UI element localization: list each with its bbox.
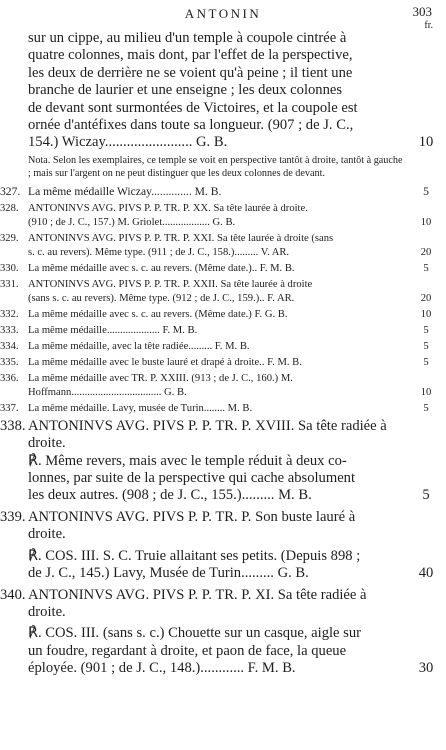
price-value: 30 <box>418 660 434 677</box>
catalogue-entry <box>0 402 446 416</box>
page-number: 303 <box>412 4 432 19</box>
price-value: 40 <box>418 565 434 582</box>
entry-text: La même médaille avec le buste lauré et drapé à droite.. F. M. B. <box>28 356 302 368</box>
entry-line <box>0 216 446 230</box>
text-line: les deux de derrière ne se voient qu'à peine ; il tient une <box>28 64 353 81</box>
entry-number: 333. <box>0 324 19 336</box>
entry-text: ANTONINVS AVG. PIVS P. P. TR. P. XXII. Sa tête laurée à droite <box>28 278 313 290</box>
entry-line <box>0 402 446 416</box>
entry-line <box>0 262 446 276</box>
entry-line <box>0 340 446 354</box>
price-value: 10 <box>420 386 432 398</box>
entry-line <box>0 386 446 400</box>
entry-text: La même médaille Wiczay.............. M. B. <box>28 184 222 198</box>
entry-line <box>0 372 446 386</box>
text-line: de devant sont surmontées de Victoires, et la coupole est <box>28 99 358 116</box>
entry-text: La même médaille, avec la tête radiée......... F. M. B. <box>28 340 250 352</box>
entry-line: 338. ANTONINVS AVG. PIVS P. P. TR. P. XVIII. Sa tête radiée à <box>0 417 387 434</box>
entry-number: 334. <box>0 340 19 352</box>
entry-line <box>0 292 446 306</box>
entry-line: 339. ANTONINVS AVG. PIVS P. P. TR. P. Son buste lauré à <box>0 508 356 525</box>
entry-line: droite. <box>28 603 66 620</box>
page-body <box>0 30 446 678</box>
entry-text: (910 ; de J. C., 157.) M. Griolet.................. G. B. <box>28 216 236 228</box>
catalogue-entry <box>0 184 446 200</box>
price-value: 20 <box>420 292 432 304</box>
catalogue-entry <box>0 262 446 276</box>
entry-number: 331. <box>0 278 19 290</box>
entry-text: La même médaille avec s. c. au revers. (Même date.).. F. M. B. <box>28 262 295 274</box>
entry-line <box>0 202 446 216</box>
reverse-line: lonnes, par suite de la perspective qui cache absolument <box>28 470 356 487</box>
entry-line <box>0 278 446 292</box>
price-value: 10 <box>420 308 432 320</box>
text-line: ornée d'antéfixes dans toute sa longueur. (907 ; de J. C., <box>28 117 354 134</box>
entry-line <box>0 324 446 338</box>
text-line: quatre colonnes, mais dont, par l'effet de la perspective, <box>28 47 353 64</box>
catalogue-entry <box>0 202 446 230</box>
entry-text: La même médaille avec s. c. au revers. (Même date.) F. G. B. <box>28 308 288 320</box>
entry-number: 329. <box>0 232 19 244</box>
entry-line <box>0 356 446 370</box>
reverse-line: ℟. COS. III. (sans s. c.) Chouette sur un casque, aigle sur <box>28 625 362 642</box>
reverse-line: les deux autres. (908 ; de J. C., 155.)......... M. B. 5 <box>0 487 446 504</box>
price-value: 5 <box>423 324 429 336</box>
entry-line <box>0 308 446 322</box>
entry-text: La même médaille avec TR. P. XXIII. (913 ; de J. C., 160.) M. <box>28 372 293 384</box>
entry-text: La même médaille. Lavy, musée de Turin........ M. B. <box>28 402 253 414</box>
entry-line <box>0 246 446 260</box>
entry-number: 337. <box>0 402 19 414</box>
entry-number: 328. <box>0 202 19 214</box>
entry-line: droite. <box>28 435 66 452</box>
entry-text: Hoffmann.................................. G. B. <box>28 386 187 398</box>
entry-line: 340. ANTONINVS AVG. PIVS P. P. TR. P. XI. Sa tête radiée à <box>0 586 367 603</box>
value-unit-label: fr. <box>424 20 433 31</box>
catalogue-entry <box>0 356 446 370</box>
entry-338 <box>0 418 446 505</box>
catalogue-entry <box>0 372 446 400</box>
entry-text: ANTONINVS AVG. PIVS P. P. TR. P. XXI. Sa tête laurée à droite (sans <box>28 232 334 244</box>
reverse-line: ℟. Même revers, mais avec le temple réduit à deux co- <box>28 452 347 469</box>
entry-text: ANTONINVS AVG. PIVS P. P. TR. P. XX. Sa tête laurée à droite. <box>28 202 308 214</box>
entry-text: s. c. au revers). Même type. (911 ; de J. C., 158.)......... V. AR. <box>28 246 290 258</box>
entry-339 <box>0 509 446 583</box>
text-line: 154.) Wiczay........................ G. B. 10 <box>0 134 446 151</box>
price-value: 5 <box>422 487 430 504</box>
nota-paragraph: Nota. Selon les exemplaires, ce temple se voit en perspective tantôt à droite, tantôt à gauche ; mais sur l'argent on ne peut distinguer que les deux colonnes de devant. <box>28 154 403 179</box>
catalogue-entry <box>0 340 446 354</box>
entry-number: 336. <box>0 372 19 384</box>
entry-line <box>0 184 446 200</box>
catalogue-entry <box>0 308 446 322</box>
entry-line <box>0 232 446 246</box>
price-value: 5 <box>423 402 429 414</box>
reverse-line: ℟. COS. III. S. C. Truie allaitant ses petits. (Depuis 898 ; <box>28 547 361 564</box>
price-value: 20 <box>420 246 432 258</box>
price-value: 5 <box>423 340 429 352</box>
entry-number: 332. <box>0 308 19 320</box>
entry-line: droite. <box>28 526 66 543</box>
entry-text: (sans s. c. au revers). Même type. (912 ; de J. C., 159.).. F. AR. <box>28 292 295 304</box>
price-value: 10 <box>418 134 434 151</box>
reverse-line: éployée. (901 ; de J. C., 148.)............ F. M. B. 30 <box>0 660 446 677</box>
catalogue-entry <box>0 232 446 260</box>
price-value: 5 <box>423 184 429 198</box>
price-value: 5 <box>423 262 429 274</box>
catalogue-entries <box>0 184 446 416</box>
running-title: ANTONIN <box>184 6 262 21</box>
entry-number: 327. <box>0 184 21 198</box>
price-value: 10 <box>420 216 432 228</box>
reverse-line: de J. C., 145.) Lavy, Musée de Turin......... G. B. 40 <box>0 565 446 582</box>
entry-number: 330. <box>0 262 19 274</box>
text-line: sur un cippe, au milieu d'un temple à coupole cintrée à <box>28 30 347 46</box>
catalogue-entry <box>0 324 446 338</box>
text-line: branche de laurier et une enseigne ; les deux colonnes <box>28 82 343 99</box>
entry-text: La même médaille.................... F. M. B. <box>28 324 198 336</box>
entry-number: 335. <box>0 356 19 368</box>
entry-340 <box>0 587 446 678</box>
reverse-line: un foudre, regardant à droite, et paon de face, la queue <box>28 642 347 659</box>
price-value: 5 <box>423 356 429 368</box>
intro-paragraph <box>0 30 446 152</box>
catalogue-entry <box>0 278 446 306</box>
